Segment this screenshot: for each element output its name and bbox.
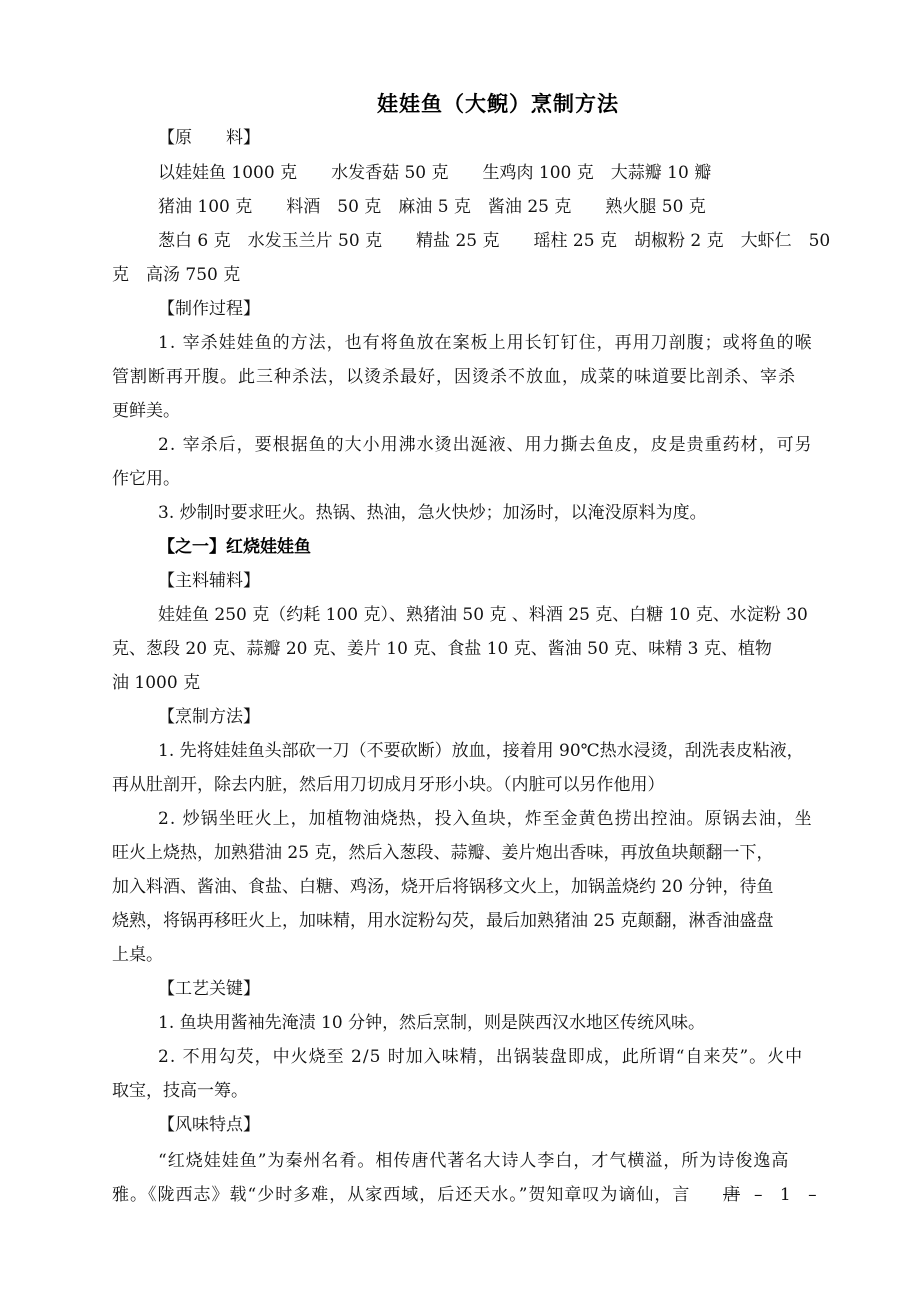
method-heading: 【烹制方法】 — [158, 707, 260, 727]
ingredients-heading: 【原 料】 — [158, 128, 260, 148]
flavor-paragraph-line: “红烧娃娃鱼”为秦州名肴。相传唐代著名大诗人李白，才气横溢，所为诗俊逸高 — [158, 1151, 790, 1171]
process-paragraph-line: 1. 宰杀娃娃鱼的方法，也有将鱼放在案板上用长钉钉住，再用刀剖腹；或将鱼的喉 — [158, 333, 813, 353]
method-paragraph-line: 再从肚剖开，除去内脏，然后用刀切成月牙形小块。（内脏可以另作他用） — [112, 775, 665, 795]
page-title: 娃娃鱼（大鲵）烹制方法 — [377, 92, 619, 116]
key-heading: 【工艺关键】 — [158, 979, 260, 999]
process-paragraph-line: 作它用。 — [112, 469, 180, 489]
flavor-paragraph-line: 雅。《陇西志》载“少时多难，从家西域，后还天水。”贺知章叹为谪仙，言 — [112, 1185, 691, 1205]
key-paragraph-line: 1. 鱼块用酱袖先淹渍 10 分钟，然后烹制，则是陕西汉水地区传统风味。 — [158, 1013, 706, 1033]
method-paragraph-line: 2. 炒锅坐旺火上，加植物油烧热，投入鱼块，炸至金黄色捞出控油。原锅去油，坐 — [158, 809, 813, 829]
method-paragraph-line: 加入料酒、酱油、食盐、白糖、鸡汤，烧开后将锅移文火上，加锅盖烧约 20 分钟，待鱼 — [112, 877, 774, 897]
main-aux-line: 油 1000 克 — [112, 673, 201, 693]
process-paragraph-line: 更鲜美。 — [112, 401, 180, 421]
method-paragraph-line: 旺火上烧热，加熟猎油 25 克，然后入葱段、蒜瓣、姜片炮出香味，再放鱼块颠翻一下， — [112, 843, 774, 863]
main-aux-line: 娃娃鱼 250 克（约耗 100 克）、熟猪油 50 克 、料酒 25 克、白糖 10 克、水淀粉 30 — [158, 605, 808, 625]
main-aux-line: 克、葱段 20 克、蒜瓣 20 克、姜片 10 克、食盐 10 克、酱油 50 克、味精 3 克、植物 — [112, 639, 772, 659]
process-heading: 【制作过程】 — [158, 299, 260, 319]
key-paragraph-line: 取宝，技高一筹。 — [112, 1081, 248, 1101]
page-overlap-text: 唐 — [723, 1185, 740, 1205]
ingredient-line: 克 高汤 750 克 — [112, 265, 241, 285]
ingredient-line: 以娃娃鱼 1000 克 水发香菇 50 克 生鸡肉 100 克 大蒜瓣 10 瓣 — [158, 163, 712, 183]
method-paragraph-line: 烧熟，将锅再移旺火上，加味精，用水淀粉勾芡，最后加熟猪油 25 克颠翻，淋香油盛盘 — [112, 911, 774, 931]
page-number — [723, 1183, 823, 1207]
main-aux-heading: 【主料辅料】 — [158, 571, 260, 591]
process-paragraph-line: 管割断再开腹。此三种杀法，以烫杀最好，因烫杀不放血，成菜的味道要比剖杀、宰杀 — [112, 367, 796, 387]
ingredient-line: 猪油 100 克 料酒 50 克 麻油 5 克 酱油 25 克 熟火腿 50 克 — [158, 197, 706, 217]
page-number-label: – 1 – — [754, 1185, 823, 1205]
process-paragraph-line: 2. 宰杀后，要根据鱼的大小用沸水烫出涎液、用力撕去鱼皮，皮是贵重药材，可另 — [158, 435, 813, 455]
method-paragraph-line: 1. 先将娃娃鱼头部砍一刀（不要砍断）放血，接着用 90℃热水浸烫，刮洗表皮粘液， — [158, 741, 804, 761]
ingredient-line: 葱白 6 克 水发玉兰片 50 克 精盐 25 克 瑶柱 25 克 胡椒粉 2 克 大虾仁 50 — [158, 231, 831, 251]
recipe-heading: 【之一】红烧娃娃鱼 — [158, 537, 311, 557]
flavor-heading: 【风味特点】 — [158, 1115, 260, 1135]
process-paragraph-line: 3. 炒制时要求旺火。热锅、热油，急火快炒；加汤时，以淹没原料为度。 — [158, 503, 707, 523]
key-paragraph-line: 2. 不用勾芡，中火烧至 2/5 时加入味精，出锅装盘即成，此所谓“自来芡”。火中 — [158, 1047, 804, 1067]
method-paragraph-line: 上桌。 — [112, 945, 163, 965]
